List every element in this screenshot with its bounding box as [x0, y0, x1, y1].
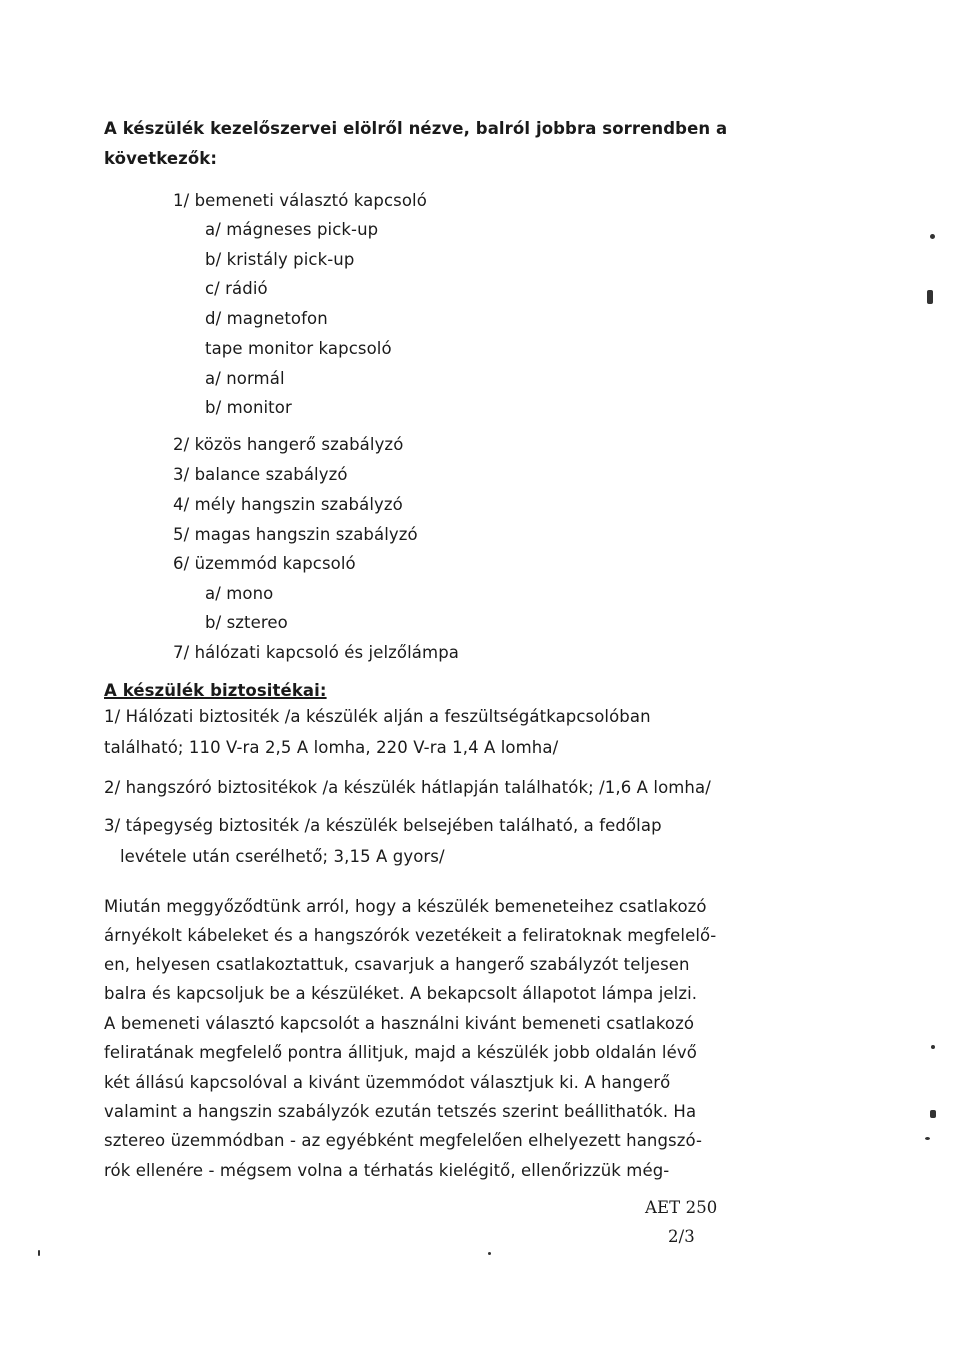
fuse-item-1-line-2: található; 110 V-ra 2,5 A lomha, 220 V-ra 1,4 A lomha/ — [104, 738, 559, 757]
paragraph-line: árnyékolt kábeleket és a hangszórók vezetékeit a feliratoknak megfelelő- — [104, 926, 717, 945]
control-item: c/ rádió — [205, 279, 268, 298]
scan-speck — [925, 1137, 930, 1140]
control-item: a/ mono — [205, 584, 274, 603]
paragraph-line: feliratának megfelelő pontra állitjuk, majd a készülék jobb oldalán lévő — [104, 1043, 697, 1062]
scan-speck — [38, 1250, 40, 1256]
paragraph-line: két állású kapcsolóval a kivánt üzemmódot választjuk ki. A hangerő — [104, 1073, 671, 1092]
paragraph-line: A bemeneti választó kapcsolót a használni kivánt bemeneti csatlakozó — [104, 1014, 695, 1033]
control-item: d/ magnetofon — [205, 309, 328, 328]
control-item: b/ kristály pick-up — [205, 250, 355, 269]
control-item: 4/ mély hangszin szabályzó — [173, 495, 403, 514]
paragraph-line: valamint a hangszin szabályzók ezután tetszés szerint beállithatók. Ha — [104, 1102, 697, 1121]
scan-speck — [930, 234, 935, 239]
footer-page-number: 2/3 — [668, 1227, 695, 1246]
control-item: 7/ hálózati kapcsoló és jelzőlámpa — [173, 643, 459, 662]
control-item: 6/ üzemmód kapcsoló — [173, 554, 356, 573]
paragraph-line: Miután meggyőződtünk arról, hogy a készülék bemeneteihez csatlakozó — [104, 897, 707, 916]
control-item: 1/ bemeneti választó kapcsoló — [173, 191, 427, 210]
scan-speck — [930, 1110, 936, 1118]
scan-speck — [927, 290, 933, 304]
control-item: 2/ közös hangerő szabályzó — [173, 435, 404, 454]
footer-model: AET 250 — [645, 1198, 718, 1217]
fuse-item-2: 2/ hangszóró biztositékok /a készülék hátlapján találhatók; /1,6 A lomha/ — [104, 778, 711, 797]
fuse-item-1-line-1: 1/ Hálózati biztositék /a készülék alján a feszültségátkapcsolóban — [104, 707, 651, 726]
paragraph-line: balra és kapcsoljuk be a készüléket. A bekapcsolt állapotot lámpa jelzi. — [104, 984, 698, 1003]
paragraph-line: sztereo üzemmódban - az egyébként megfelelően elhelyezett hangszó- — [104, 1131, 703, 1150]
fuses-heading: A készülék biztositékai: — [104, 681, 327, 700]
intro-line-1: A készülék kezelőszervei elölről nézve, balról jobbra sorrendben a — [104, 119, 728, 138]
paragraph-line: rók ellenére - mégsem volna a térhatás kielégitő, ellenőrizzük még- — [104, 1161, 670, 1180]
fuse-item-3-line-1: 3/ tápegység biztositék /a készülék belsejében található, a fedőlap — [104, 816, 662, 835]
control-item: a/ normál — [205, 369, 285, 388]
scan-speck — [488, 1252, 491, 1255]
scan-speck — [931, 1045, 935, 1049]
intro-line-2: következők: — [104, 149, 218, 168]
paragraph-line: en, helyesen csatlakoztattuk, csavarjuk a hangerő szabályzót teljesen — [104, 955, 690, 974]
fuse-item-3-line-2: levétele után cserélhető; 3,15 A gyors/ — [120, 847, 445, 866]
control-item: 3/ balance szabályzó — [173, 465, 348, 484]
control-item: 5/ magas hangszin szabályzó — [173, 525, 418, 544]
control-item: b/ monitor — [205, 398, 292, 417]
control-item: a/ mágneses pick-up — [205, 220, 379, 239]
control-item: b/ sztereo — [205, 613, 288, 632]
control-item: tape monitor kapcsoló — [205, 339, 392, 358]
